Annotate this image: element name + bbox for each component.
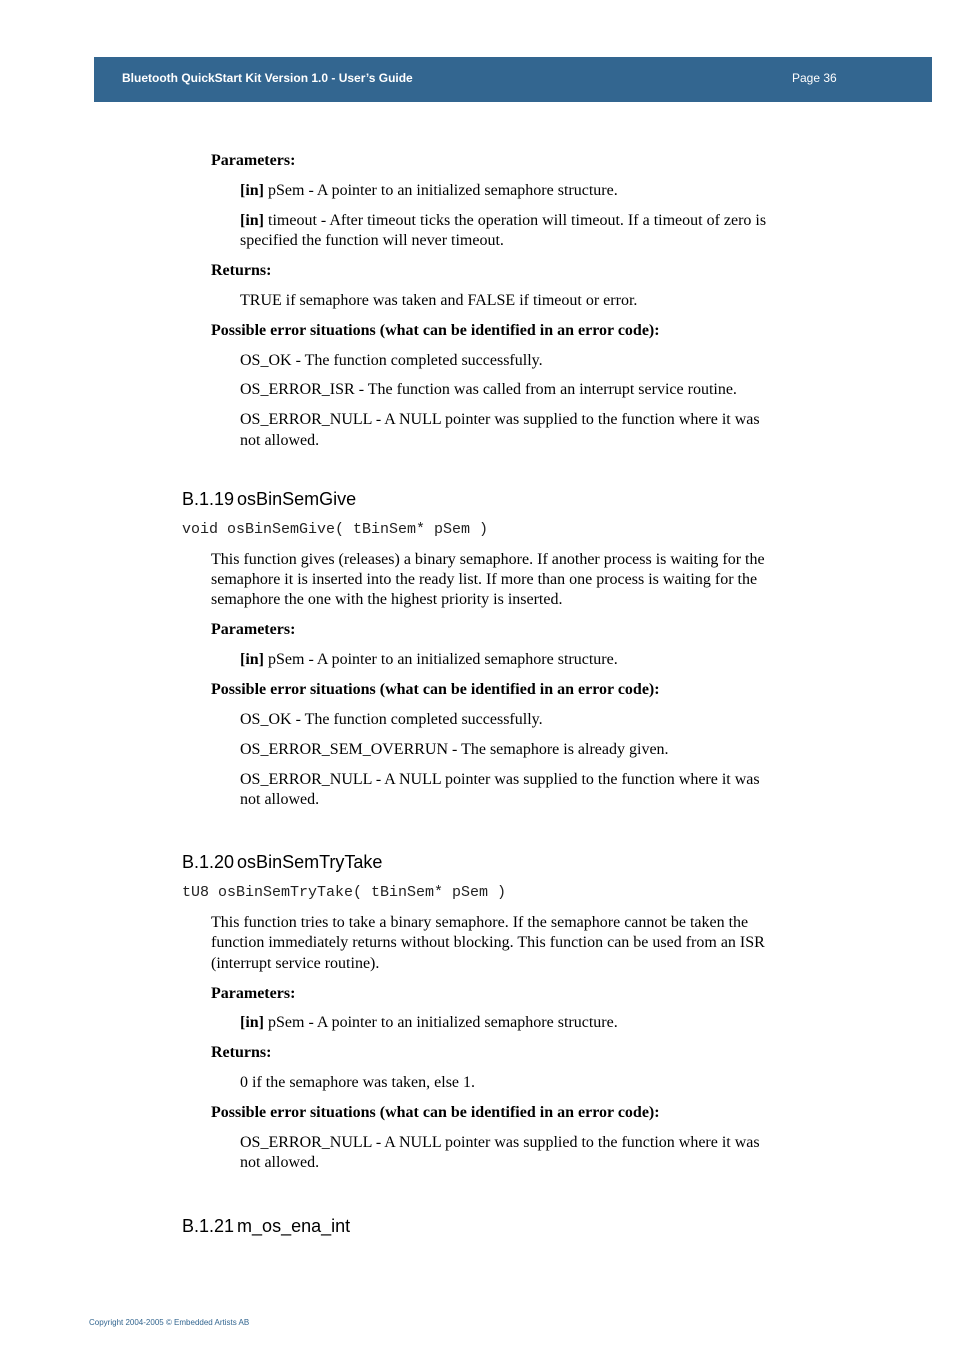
returns-label: Returns: [211,262,272,279]
errors-label: Possible error situations (what can be identified in an error code): [211,681,660,698]
returns-label: Returns: [211,1044,272,1061]
param-description: pSem - A pointer to an initialized semaphore structure. [264,1014,618,1031]
error-item: OS_OK - The function completed successfully. [240,352,543,369]
param-psem [240,181,618,201]
param-direction: [in] [240,212,264,229]
param-timeout [240,211,766,231]
page-header [94,57,932,102]
description-line: function immediately returns without blocking. This function can be used from an ISR [211,934,765,951]
error-item: OS_OK - The function completed successfully. [240,711,543,728]
error-item-continued: not allowed. [240,1154,320,1171]
param-psem [240,650,618,670]
param-description: timeout - After timeout ticks the operation will timeout. If a timeout of zero is [264,212,767,229]
section-heading-m-os-ena-int [182,1215,350,1237]
parameters-label: Parameters: [211,152,296,169]
error-item: OS_ERROR_SEM_OVERRUN - The semaphore is already given. [240,741,669,758]
description-line: semaphore it is inserted into the ready list. If more than one process is waiting for the [211,571,758,588]
error-item-continued: not allowed. [240,791,320,808]
description-line: semaphore the one with the highest priority is inserted. [211,591,563,608]
document-title: Bluetooth QuickStart Kit Version 1.0 - User’s Guide [122,71,413,85]
function-signature: tU8 osBinSemTryTake( tBinSem* pSem ) [182,884,507,901]
param-direction: [in] [240,1014,264,1031]
param-direction: [in] [240,182,264,199]
errors-label: Possible error situations (what can be identified in an error code): [211,322,660,339]
description-line: This function tries to take a binary semaphore. If the semaphore cannot be taken the [211,914,749,931]
param-timeout-continued: specified the function will never timeout. [240,232,504,249]
returns-text: TRUE if semaphore was taken and FALSE if timeout or error. [240,292,638,309]
param-description: pSem - A pointer to an initialized semaphore structure. [264,651,618,668]
description-line: (interrupt service routine). [211,955,380,972]
param-direction: [in] [240,651,264,668]
param-psem [240,1013,618,1033]
description-line: This function gives (releases) a binary semaphore. If another process is waiting for the [211,551,765,568]
error-item: OS_ERROR_NULL - A NULL pointer was supplied to the function where it was [240,771,760,788]
section-number: B.1.21 [182,1216,235,1236]
section-heading-osbinsemtrytake [182,851,382,873]
error-item: OS_ERROR_NULL - A NULL pointer was supplied to the function where it was [240,411,760,428]
section-title: osBinSemTryTake [237,852,383,872]
page-number: Page 36 [792,71,837,85]
error-item: OS_ERROR_ISR - The function was called from an interrupt service routine. [240,381,737,398]
section-title: osBinSemGive [237,489,357,509]
function-signature: void osBinSemGive( tBinSem* pSem ) [182,521,489,538]
section-title: m_os_ena_int [237,1216,351,1236]
error-item-continued: not allowed. [240,432,320,449]
section-number: B.1.19 [182,489,235,509]
param-description: pSem - A pointer to an initialized semaphore structure. [264,182,618,199]
section-number: B.1.20 [182,852,235,872]
errors-label: Possible error situations (what can be identified in an error code): [211,1104,660,1121]
copyright-footer: Copyright 2004-2005 © Embedded Artists AB [89,1318,250,1327]
parameters-label: Parameters: [211,621,296,638]
error-item: OS_ERROR_NULL - A NULL pointer was supplied to the function where it was [240,1134,760,1151]
parameters-label: Parameters: [211,985,296,1002]
returns-text: 0 if the semaphore was taken, else 1. [240,1074,476,1091]
section-heading-osbinsemgive [182,488,356,510]
